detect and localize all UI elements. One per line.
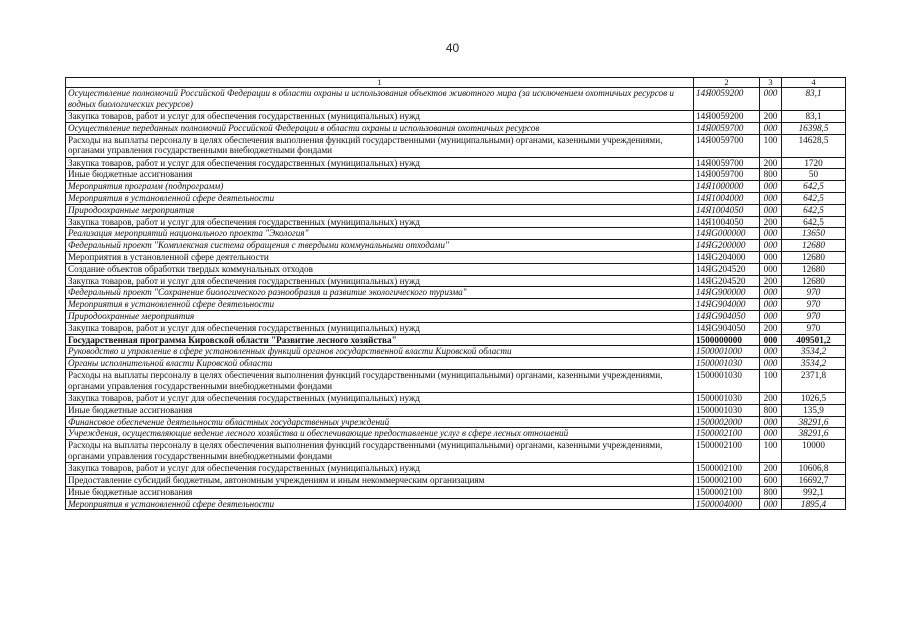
row-amount-cell: 13650: [782, 228, 846, 240]
header-col-1: 1: [66, 78, 694, 88]
table-row: [66, 369, 846, 392]
row-code-cell: 1500002000: [694, 416, 760, 428]
row-amount-cell: 50: [782, 169, 846, 181]
row-code-cell: 14ЯG000000: [694, 228, 760, 240]
row-code-cell: 14ЯG900000: [694, 287, 760, 299]
row-code-cell: 14Я1004050: [694, 204, 760, 216]
table-row: [66, 240, 846, 252]
row-vr-cell: 000: [760, 346, 782, 358]
row-name-cell: Осуществление полномочий Российской Федерации в области охраны и использования объектов животного мира (за исключением охотничьих ресурсов и водных биологических ресурсов): [66, 88, 694, 111]
table-row: [66, 404, 846, 416]
row-amount-cell: 642,5: [782, 192, 846, 204]
row-code-cell: 1500001030: [694, 404, 760, 416]
table-row: [66, 416, 846, 428]
row-vr-cell: 000: [760, 181, 782, 193]
row-vr-cell: 000: [760, 416, 782, 428]
row-name-cell: Органы исполнительной власти Кировской области: [66, 358, 694, 370]
row-amount-cell: 992,1: [782, 486, 846, 498]
row-amount-cell: 642,5: [782, 216, 846, 228]
row-amount-cell: 3534,2: [782, 346, 846, 358]
row-name-cell: Закупка товаров, работ и услуг для обеспечения государственных (муниципальных) нужд: [66, 463, 694, 475]
row-code-cell: 14Я0059200: [694, 88, 760, 111]
row-code-cell: 14Я1004000: [694, 192, 760, 204]
row-amount-cell: 16398,5: [782, 122, 846, 134]
row-code-cell: 14ЯG204000: [694, 251, 760, 263]
row-amount-cell: 10000: [782, 440, 846, 463]
table-row: [66, 299, 846, 311]
row-amount-cell: 38291,6: [782, 428, 846, 440]
row-vr-cell: 200: [760, 463, 782, 475]
row-code-cell: 1500002100: [694, 440, 760, 463]
header-col-2: 2: [694, 78, 760, 88]
row-amount-cell: 1026,5: [782, 392, 846, 404]
row-name-cell: Закупка товаров, работ и услуг для обеспечения государственных (муниципальных) нужд: [66, 111, 694, 123]
row-code-cell: 14Я0059700: [694, 134, 760, 157]
table-row: [66, 263, 846, 275]
row-name-cell: Закупка товаров, работ и услуг для обеспечения государственных (муниципальных) нужд: [66, 322, 694, 334]
row-vr-cell: 000: [760, 358, 782, 370]
table-row: [66, 358, 846, 370]
table-row: [66, 251, 846, 263]
table-row: [66, 204, 846, 216]
row-vr-cell: 000: [760, 334, 782, 346]
row-vr-cell: 000: [760, 299, 782, 311]
table-row: [66, 440, 846, 463]
row-amount-cell: 12680: [782, 275, 846, 287]
budget-table: [65, 77, 846, 510]
row-code-cell: 14Я0059700: [694, 122, 760, 134]
row-name-cell: Осуществление переданных полномочий Российской Федерации в области охраны и использования охотничьих ресурсов: [66, 122, 694, 134]
row-amount-cell: 642,5: [782, 204, 846, 216]
row-vr-cell: 200: [760, 275, 782, 287]
row-code-cell: 1500001000: [694, 346, 760, 358]
row-code-cell: 14ЯG904050: [694, 310, 760, 322]
row-name-cell: Иные бюджетные ассигнования: [66, 486, 694, 498]
table-header-row: [66, 78, 846, 88]
table-row: [66, 498, 846, 510]
row-vr-cell: 000: [760, 251, 782, 263]
row-code-cell: 1500002100: [694, 463, 760, 475]
row-vr-cell: 200: [760, 392, 782, 404]
row-code-cell: 14ЯG904000: [694, 299, 760, 311]
row-name-cell: Природоохранные мероприятия: [66, 310, 694, 322]
table-row: [66, 181, 846, 193]
row-amount-cell: 1895,4: [782, 498, 846, 510]
table-row: [66, 334, 846, 346]
row-code-cell: 1500001030: [694, 369, 760, 392]
header-col-4: 4: [782, 78, 846, 88]
row-amount-cell: 409501,2: [782, 334, 846, 346]
table-row: [66, 392, 846, 404]
row-name-cell: Федеральный проект "Комплексная система обращения с твердыми коммунальными отходами": [66, 240, 694, 252]
table-row: [66, 216, 846, 228]
table-row: [66, 111, 846, 123]
row-name-cell: Мероприятия в установленной сфере деятельности: [66, 299, 694, 311]
table-row: [66, 486, 846, 498]
row-vr-cell: 000: [760, 287, 782, 299]
row-name-cell: Создание объектов обработки твердых коммунальных отходов: [66, 263, 694, 275]
row-name-cell: Руководство и управление в сфере установленных функций органов государственной власти Кировской области: [66, 346, 694, 358]
row-amount-cell: 14628,5: [782, 134, 846, 157]
row-vr-cell: 100: [760, 440, 782, 463]
row-amount-cell: 1720: [782, 157, 846, 169]
row-amount-cell: 12680: [782, 240, 846, 252]
row-vr-cell: 200: [760, 322, 782, 334]
table-row: [66, 88, 846, 111]
row-name-cell: Закупка товаров, работ и услуг для обеспечения государственных (муниципальных) нужд: [66, 392, 694, 404]
header-col-3: 3: [760, 78, 782, 88]
row-name-cell: Закупка товаров, работ и услуг для обеспечения государственных (муниципальных) нужд: [66, 157, 694, 169]
row-code-cell: 14Я0059700: [694, 169, 760, 181]
row-amount-cell: 970: [782, 287, 846, 299]
row-vr-cell: 200: [760, 157, 782, 169]
row-vr-cell: 800: [760, 169, 782, 181]
row-vr-cell: 000: [760, 228, 782, 240]
row-amount-cell: 16692,7: [782, 474, 846, 486]
row-name-cell: Мероприятия в установленной сфере деятельности: [66, 251, 694, 263]
row-vr-cell: 000: [760, 310, 782, 322]
row-code-cell: 1500001030: [694, 358, 760, 370]
table-row: [66, 474, 846, 486]
row-code-cell: 1500002100: [694, 428, 760, 440]
row-code-cell: 14ЯG204520: [694, 263, 760, 275]
row-code-cell: 14ЯG200000: [694, 240, 760, 252]
row-code-cell: 14Я0059700: [694, 157, 760, 169]
row-amount-cell: 83,1: [782, 111, 846, 123]
row-amount-cell: 38291,6: [782, 416, 846, 428]
row-amount-cell: 3534,2: [782, 358, 846, 370]
table-row: [66, 322, 846, 334]
table-row: [66, 134, 846, 157]
row-vr-cell: 000: [760, 498, 782, 510]
row-name-cell: Расходы на выплаты персоналу в целях обеспечения выполнения функций государственными (муниципальными) органами, казенными учреждениями, органами управления государственными внебюджетными фондами: [66, 440, 694, 463]
row-amount-cell: 970: [782, 299, 846, 311]
row-amount-cell: 12680: [782, 251, 846, 263]
row-name-cell: Расходы на выплаты персоналу в целях обеспечения выполнения функций государственными (муниципальными) органами, казенными учреждениями, органами управления государственными внебюджетными фондами: [66, 134, 694, 157]
row-vr-cell: 000: [760, 263, 782, 275]
row-vr-cell: 200: [760, 216, 782, 228]
row-code-cell: 14ЯG904050: [694, 322, 760, 334]
table-row: [66, 122, 846, 134]
row-vr-cell: 100: [760, 134, 782, 157]
row-name-cell: Закупка товаров, работ и услуг для обеспечения государственных (муниципальных) нужд: [66, 216, 694, 228]
table-row: [66, 287, 846, 299]
row-code-cell: 14Я1004050: [694, 216, 760, 228]
row-name-cell: Реализация мероприятий национального проекта "Экология": [66, 228, 694, 240]
table-row: [66, 310, 846, 322]
row-name-cell: Финансовое обеспечение деятельности областных государственных учреждений: [66, 416, 694, 428]
row-vr-cell: 000: [760, 192, 782, 204]
table-row: [66, 157, 846, 169]
row-name-cell: Предоставление субсидий бюджетным, автономным учреждениям и иным некоммерческим организациям: [66, 474, 694, 486]
row-vr-cell: 000: [760, 204, 782, 216]
row-name-cell: Иные бюджетные ассигнования: [66, 169, 694, 181]
row-code-cell: 14Я0059200: [694, 111, 760, 123]
row-code-cell: 14Я1000000: [694, 181, 760, 193]
row-vr-cell: 100: [760, 369, 782, 392]
row-vr-cell: 200: [760, 111, 782, 123]
row-name-cell: Иные бюджетные ассигнования: [66, 404, 694, 416]
row-vr-cell: 800: [760, 486, 782, 498]
row-vr-cell: 000: [760, 240, 782, 252]
row-code-cell: 1500001030: [694, 392, 760, 404]
row-name-cell: Расходы на выплаты персоналу в целях обеспечения выполнения функций государственными (муниципальными) органами, казенными учреждениями, органами управления государственными внебюджетными фондами: [66, 369, 694, 392]
row-name-cell: Природоохранные мероприятия: [66, 204, 694, 216]
table-row: [66, 192, 846, 204]
table-row: [66, 169, 846, 181]
row-amount-cell: 2371,8: [782, 369, 846, 392]
row-name-cell: Учреждения, осуществляющие ведение лесного хозяйства и обеспечивающие предоставление услуг в сфере лесных отношений: [66, 428, 694, 440]
row-code-cell: 1500004000: [694, 498, 760, 510]
row-name-cell: Закупка товаров, работ и услуг для обеспечения государственных (муниципальных) нужд: [66, 275, 694, 287]
row-code-cell: 1500002100: [694, 486, 760, 498]
row-vr-cell: 000: [760, 428, 782, 440]
row-name-cell: Мероприятия в установленной сфере деятельности: [66, 498, 694, 510]
row-amount-cell: 135,9: [782, 404, 846, 416]
table-row: [66, 228, 846, 240]
row-amount-cell: 970: [782, 310, 846, 322]
row-amount-cell: 970: [782, 322, 846, 334]
row-code-cell: 1500002100: [694, 474, 760, 486]
row-name-cell: Государственная программа Кировской области "Развитие лесного хозяйства": [66, 334, 694, 346]
table-row: [66, 428, 846, 440]
page-number: 40: [445, 41, 460, 55]
row-code-cell: 14ЯG204520: [694, 275, 760, 287]
row-name-cell: Мероприятия в установленной сфере деятельности: [66, 192, 694, 204]
row-name-cell: Федеральный проект "Сохранение биологического разнообразия и развитие экологического туризма": [66, 287, 694, 299]
table-row: [66, 275, 846, 287]
table-row: [66, 346, 846, 358]
row-vr-cell: 000: [760, 122, 782, 134]
row-vr-cell: 000: [760, 88, 782, 111]
row-code-cell: 1500000000: [694, 334, 760, 346]
table-row: [66, 463, 846, 475]
row-vr-cell: 600: [760, 474, 782, 486]
row-vr-cell: 800: [760, 404, 782, 416]
row-amount-cell: 12680: [782, 263, 846, 275]
row-amount-cell: 10606,8: [782, 463, 846, 475]
row-amount-cell: 642,5: [782, 181, 846, 193]
row-amount-cell: 83,1: [782, 88, 846, 111]
row-name-cell: Мероприятия программ (подпрограмм): [66, 181, 694, 193]
